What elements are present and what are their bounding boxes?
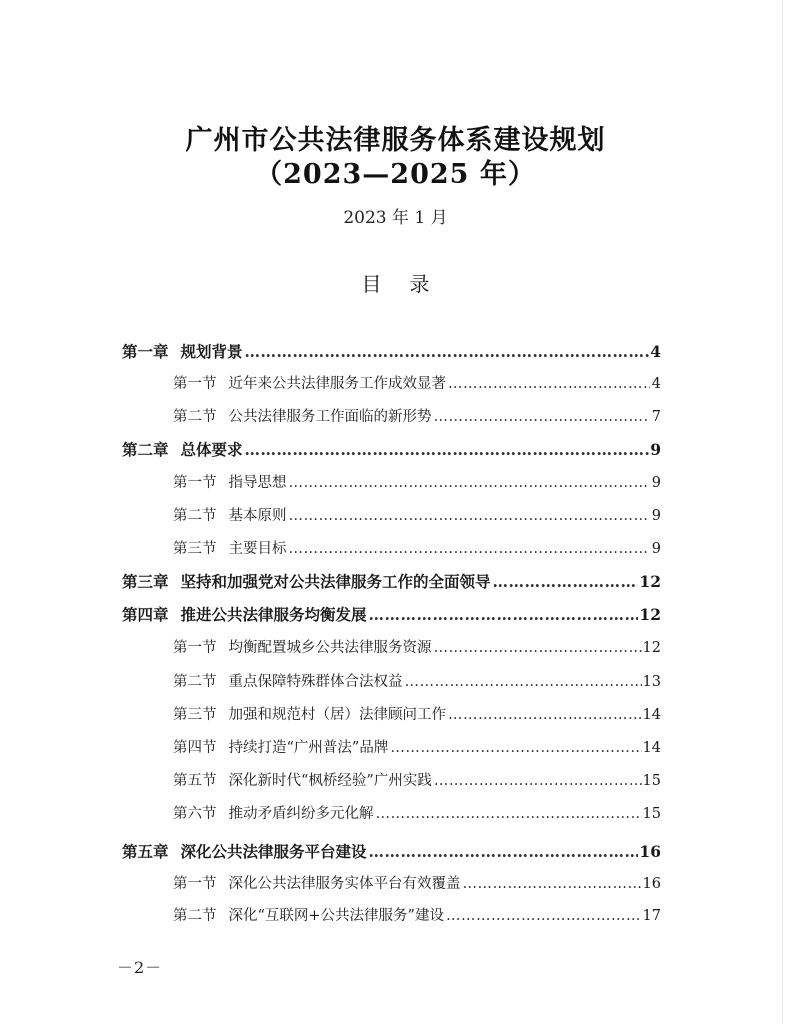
toc-entry-number: 第三章 [122, 572, 169, 591]
toc-chapter-4[interactable] [122, 603, 661, 627]
toc-entry-title: 深化公共法律服务实体平台有效覆盖 [228, 876, 461, 892]
toc-entry-number: 第一节 [173, 475, 217, 491]
toc-section-4-4[interactable] [173, 736, 661, 760]
toc-page-number: 9 [651, 508, 661, 524]
toc-section-4-6[interactable] [173, 802, 661, 826]
toc-chapter-2[interactable] [122, 438, 661, 462]
toc-entry-title: 基本原则 [228, 508, 287, 524]
toc-page-number: 13 [642, 674, 661, 690]
page-number-footer: －2－ [117, 958, 163, 977]
toc-dot-leader [434, 636, 642, 660]
toc-entry-number: 第二节 [173, 508, 217, 524]
toc-entry-number: 第一节 [173, 876, 217, 892]
toc-dot-leader [369, 840, 639, 864]
toc-section-2-3[interactable] [173, 537, 661, 561]
toc-entry-title: 推进公共法律服务均衡发展 [180, 605, 367, 624]
toc-entry-number: 第六节 [173, 806, 217, 822]
toc-entry-number: 第二节 [173, 409, 217, 425]
document-title-years: （2023—2025 年） [255, 159, 536, 190]
toc-chapter-5[interactable] [122, 840, 661, 864]
toc-section-5-2[interactable] [173, 904, 661, 928]
toc-heading: 目录 [361, 272, 458, 296]
toc-page-number: 9 [650, 440, 661, 459]
toc-page-number: 7 [651, 409, 661, 425]
toc-dot-leader [448, 372, 650, 396]
toc-entry-title: 总体要求 [180, 440, 243, 459]
toc-dot-leader [446, 904, 642, 928]
toc-section-2-2[interactable] [173, 504, 661, 528]
toc-section-4-5[interactable] [173, 769, 661, 793]
toc-page-number: 16 [639, 842, 661, 861]
toc-dot-leader [390, 736, 641, 760]
toc-entry-number: 第二节 [173, 908, 217, 924]
toc-entry-title: 主要目标 [228, 541, 287, 557]
toc-dot-leader [376, 802, 642, 826]
toc-dot-leader [289, 537, 651, 561]
toc-page-number: 15 [642, 806, 661, 822]
toc-section-2-1[interactable] [173, 471, 661, 495]
toc-dot-leader [245, 340, 650, 364]
toc-entry-title: 推动矛盾纠纷多元化解 [228, 806, 374, 822]
toc-entry-number: 第一节 [173, 640, 217, 656]
toc-entry-number: 第五章 [122, 842, 169, 861]
toc-chapter-1[interactable] [122, 340, 661, 364]
toc-page-number: 4 [651, 376, 661, 392]
toc-entry-title: 深化“互联网+公共法律服务”建设 [228, 908, 444, 924]
toc-entry-title: 指导思想 [228, 475, 287, 491]
toc-section-4-2[interactable] [173, 670, 661, 694]
toc-page-number: 9 [651, 475, 661, 491]
toc-page-number: 12 [639, 572, 661, 591]
toc-entry-title: 持续打造“广州普法”品牌 [228, 740, 389, 756]
toc-entry-number: 第四章 [122, 605, 169, 624]
toc-dot-leader [405, 670, 642, 694]
toc-dot-leader [463, 872, 642, 896]
toc-page-number: 12 [642, 640, 661, 656]
toc-entry-title: 深化公共法律服务平台建设 [180, 842, 367, 861]
toc-entry-number: 第四节 [173, 740, 217, 756]
toc-entry-number: 第二节 [173, 674, 217, 690]
toc-section-5-1[interactable] [173, 872, 661, 896]
toc-dot-leader [448, 703, 642, 727]
toc-page-number: 9 [651, 541, 661, 557]
toc-page-number: 16 [642, 876, 661, 892]
toc-page-number: 4 [650, 342, 661, 361]
toc-entry-title: 加强和规范村（居）法律顾问工作 [228, 707, 446, 723]
toc-page-number: 12 [639, 605, 661, 624]
toc-section-1-2[interactable] [173, 405, 661, 429]
toc-chapter-3[interactable] [122, 570, 661, 594]
toc-entry-title: 近年来公共法律服务工作成效显著 [228, 376, 446, 392]
toc-page-number: 15 [642, 773, 661, 789]
toc-page-number: 17 [642, 908, 661, 924]
toc-section-4-1[interactable] [173, 636, 661, 660]
toc-entry-title: 重点保障特殊群体合法权益 [228, 674, 403, 690]
toc-dot-leader [369, 603, 639, 627]
document-title: 广州市公共法律服务体系建设规划 [185, 125, 606, 156]
toc-entry-number: 第二章 [122, 440, 169, 459]
toc-entry-number: 第三节 [173, 707, 217, 723]
toc-entry-number: 第三节 [173, 541, 217, 557]
toc-entry-title: 深化新时代“枫桥经验”广州实践 [228, 773, 432, 789]
toc-page-number: 14 [642, 740, 661, 756]
toc-dot-leader [289, 504, 651, 528]
toc-dot-leader [289, 471, 651, 495]
toc-entry-number: 第五节 [173, 773, 217, 789]
toc-dot-leader [434, 405, 651, 429]
toc-section-4-3[interactable] [173, 703, 661, 727]
document-date: 2023 年 1 月 [343, 208, 448, 228]
toc-dot-leader [493, 570, 639, 594]
toc-entry-title: 公共法律服务工作面临的新形势 [228, 409, 432, 425]
toc-entry-number: 第一章 [122, 342, 169, 361]
toc-dot-leader [434, 769, 642, 793]
toc-entry-number: 第一节 [173, 376, 217, 392]
toc-entry-title: 坚持和加强党对公共法律服务工作的全面领导 [180, 572, 491, 591]
toc-page-number: 14 [642, 707, 661, 723]
toc-section-1-1[interactable] [173, 372, 661, 396]
toc-dot-leader [245, 438, 650, 462]
toc-entry-title: 规划背景 [180, 342, 243, 361]
toc-entry-title: 均衡配置城乡公共法律服务资源 [228, 640, 432, 656]
